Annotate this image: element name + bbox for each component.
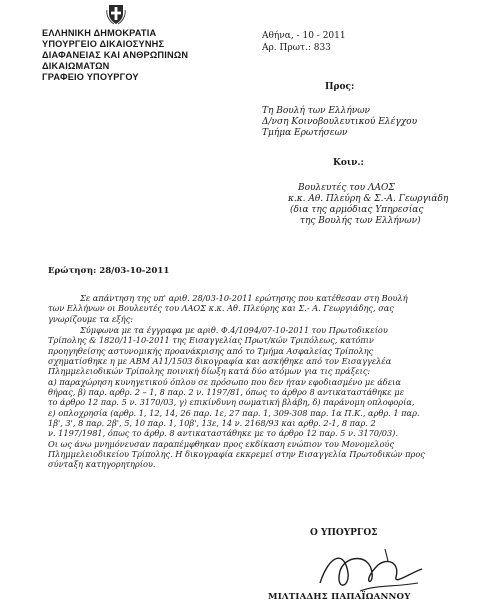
signatory-name: ΜΙΛΤΙΑΔΗΣ ΠΑΠΑΪΩΑΝΝΟΥ xyxy=(268,592,411,602)
paragraph-line: των Ελλήνων οι Βουλευτές του ΛΑΟΣ κ.κ. Αθ. Πλεύρης και Σ.- Α. Γεωργιάδης, σας xyxy=(48,303,394,314)
paragraph-line: Σύμφωνα με τα έγγραφα με αριθ. Φ.4/1094/07-10-2011 του Πρωτοδικείου xyxy=(80,325,388,335)
paragraph-line: σχηματίσθηκε η με ΑΒΜ Α11/1503 δικογραφία και ασκήθηκε από τον Εισαγγελέα xyxy=(48,356,392,367)
letterhead xyxy=(42,28,188,83)
letterhead-line: ΕΛΛΗΝΙΚΗ ΔΗΜΟΚΡΑΤΙΑ xyxy=(42,28,157,38)
cc-block xyxy=(288,183,448,227)
paragraph-line: Πλημμελειοδικών Τρίπολης ποινική δίωξη κατά δύο ατόμων για τις πράξεις: xyxy=(48,366,371,377)
paragraph-line: σύνταξη κατηγορητηρίου. xyxy=(48,459,156,470)
handwritten-signature-icon xyxy=(300,543,440,598)
date-line: Αθήνα, - 10 - 2011 xyxy=(262,31,346,41)
paragraph-line: Πλημμελειοδικείου Τρίπολης. Η δικογραφία εκκρεμεί στην Εισαγγελία Πρωτοδικών προς xyxy=(48,449,425,460)
recipient-line: Τη Βουλή των Ελλήνων xyxy=(262,106,371,116)
letterhead-line: ΔΙΑΦΑΝΕΙΑΣ ΚΑΙ ΑΝΘΡΩΠΙΝΩΝ xyxy=(42,50,189,60)
letterhead-line: ΥΠΟΥΡΓΕΙΟ ΔΙΚΑΙΟΣΥΝΗΣ xyxy=(42,39,165,49)
reference-block xyxy=(262,30,346,54)
subject-line: Ερώτηση: 28/03-10-2011 xyxy=(48,266,170,276)
paragraph-line: Σε απάντηση της υπ' αριθ. 28/03-10-2011 ερώτησης που κατέθεσαν στη Βουλή xyxy=(80,293,408,303)
paragraph-line: θήρας, β) παρ. αρθρ. 2 – 1, 8 παρ. 2 ν. 1197/81, όπως το άρθρο 8 αντικαταστάθηκε με xyxy=(48,387,405,398)
cc-line: της Βουλής των Ελλήνων) xyxy=(300,216,421,226)
paragraph-line: το άρθρο 12 παρ. 5 ν. 3170/03, γ) επικίνδυνη σωματική βλάβη, δ) παράνομη οπλοφορία, xyxy=(48,397,415,408)
cc-line: κ.κ. Αθ. Πλεύρη & Σ.-Α. Γεωργιάδη xyxy=(288,194,449,204)
paragraph-line: ν. 1197/1981, όπως το άρθρ. 8 αντικαταστάθηκε με το άρθρο 12 παρ. 5 ν. 3170/03). xyxy=(48,428,398,439)
cc-line: (δια της αρμόδιας Υπηρεσίας xyxy=(290,205,424,215)
letterhead-line: ΔΙΚΑΙΩΜΑΤΩΝ xyxy=(42,61,110,71)
greek-coat-of-arms-icon xyxy=(104,2,128,26)
paragraph-line: γνωρίζουμε τα εξής: xyxy=(48,313,134,324)
intro-paragraph xyxy=(48,293,408,324)
main-paragraph xyxy=(48,325,425,470)
signatory-title: Ο ΥΠΟΥΡΓΟΣ xyxy=(310,528,378,538)
paragraph-line: προηγηθείσης αστυνομικής προανάκρισης από το Τμήμα Ασφαλείας Τρίπολης xyxy=(48,345,374,356)
paragraph-line: Οι ως άνω μνημόνευσαν παραπέμφθηκαν προς εκδίκαση ενώπιον του Μονομελούς xyxy=(48,438,395,449)
recipient-line: Δ/νση Κοινοβουλευτικού Ελέγχου xyxy=(262,117,418,127)
recipient-block xyxy=(262,106,417,139)
to-label: Προς: xyxy=(325,82,355,92)
recipient-line: Τμήμα Ερωτήσεων xyxy=(262,128,348,138)
letterhead-line: ΓΡΑΦΕΙΟ ΥΠΟΥΡΓΟΥ xyxy=(42,72,139,82)
paragraph-line: Τρίπολης & 1820/11-10-2011 της Εισαγγελίας Πρωτ/κών Τριπόλεως, κατόπιν xyxy=(48,335,374,346)
cc-label: Κοιν.: xyxy=(333,158,364,168)
paragraph-line: 1β', 3', 8 παρ. 2β', 5, 10 παρ. 1, 10β', 13ε, 14 ν. 2168/93 και αρθρ. 2-1, 8 παρ. 2 xyxy=(48,418,376,429)
cc-line: Βουλευτές του ΛΑΟΣ xyxy=(298,183,395,193)
paragraph-line: ε) οπλοχρησία (αρθρ. 1, 12, 14, 26 παρ. 1ε, 27 παρ. 1, 309-308 παρ. 1α Π.Κ., αρθρ. 1 παρ. xyxy=(48,407,420,418)
protocol-number: Αρ. Πρωτ.: 833 xyxy=(262,43,331,53)
paragraph-line: α) παραχώρηση κυνηγετικού όπλου σε πρόσωπο που δεν ήταν εφοδιασμένο με άδεια xyxy=(48,376,401,387)
